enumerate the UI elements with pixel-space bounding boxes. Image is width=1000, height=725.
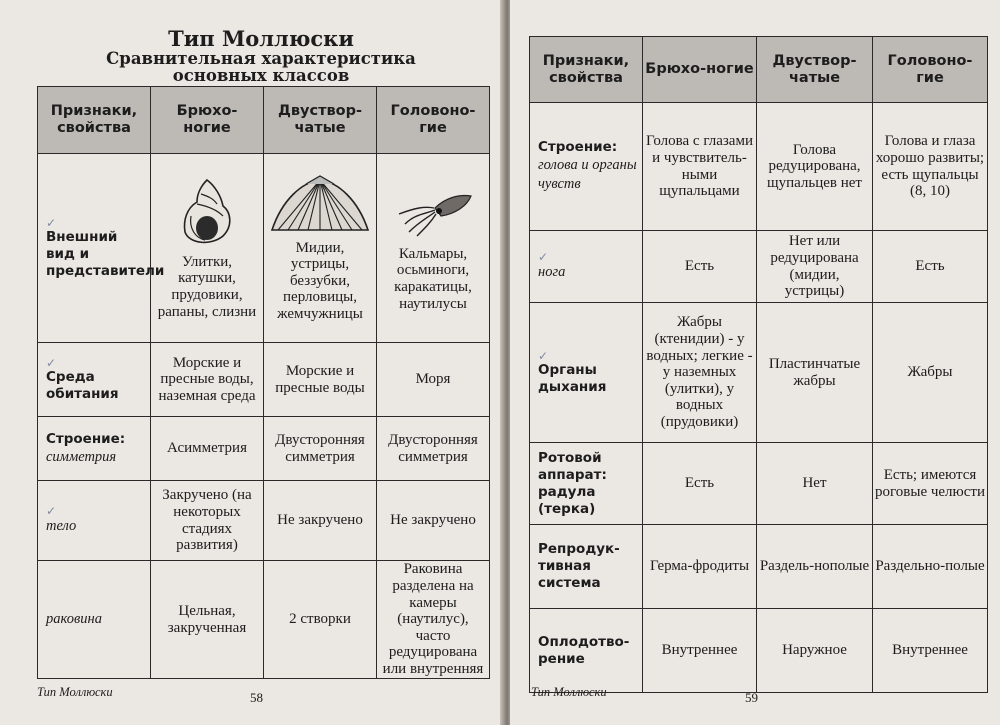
row-label: ✓ Внешний вид и представители: [38, 154, 151, 343]
check-mark-icon: ✓: [538, 250, 549, 264]
table-cell: Цельная, закрученная: [151, 561, 264, 679]
table-cell: Раздель-нополые: [757, 525, 873, 609]
table-cell: 2 створки: [264, 561, 377, 679]
header-cell: Двуствор-чатые: [264, 87, 377, 154]
table-row: [530, 525, 988, 609]
header-cell: Признаки, свойства: [530, 37, 643, 103]
squid-icon: [391, 184, 475, 240]
table-row: [38, 481, 490, 561]
header-cell: Головоно-гие: [377, 87, 490, 154]
bivalve-shell-icon: [268, 174, 372, 234]
row-label: ✓ Органы дыхания: [530, 303, 643, 443]
table-cell: Голова и глаза хорошо развиты; есть щупальцы (8, 10): [873, 103, 988, 231]
table-row: [38, 561, 490, 679]
row-label: ✓ Среда обитания: [38, 343, 151, 417]
title-block: [30, 28, 492, 84]
table-cell: Жабры: [873, 303, 988, 443]
table-row: [530, 103, 988, 231]
row-label: Ротовой аппарат: радула (терка): [530, 443, 643, 525]
table-cell: Внутреннее: [643, 609, 757, 693]
table-cell: Есть: [643, 443, 757, 525]
table-cell: Раздельно-полые: [873, 525, 988, 609]
table-cell: Двусторонняя симметрия: [264, 417, 377, 481]
table-cell: Нет: [757, 443, 873, 525]
table-cell: Наружное: [757, 609, 873, 693]
table-cell: Морские и пресные воды, наземная среда: [151, 343, 264, 417]
table-row: [38, 343, 490, 417]
table-cell: Двусторонняя симметрия: [377, 417, 490, 481]
table-cell: Герма-фродиты: [643, 525, 757, 609]
page-number: 59: [745, 690, 758, 705]
table-header-row: [38, 87, 490, 154]
table-cell: Раковина разделена на камеры (наутилус), часто редуцирована или внутренняя: [377, 561, 490, 679]
row-label: Строение: симметрия: [38, 417, 151, 481]
right-table: [529, 36, 988, 693]
table-row: [38, 154, 490, 343]
snail-shell-icon: [177, 176, 237, 248]
header-cell: Признаки, свойства: [38, 87, 151, 154]
table-cell: Голова редуцирована, щупальцев нет: [757, 103, 873, 231]
check-mark-icon: ✓: [46, 215, 57, 230]
table-cell: Улитки, катушки, прудовики, рапаны, слизни: [151, 154, 264, 343]
table-cell: Внутреннее: [873, 609, 988, 693]
table-cell: Закручено (на некоторых стадиях развития): [151, 481, 264, 561]
table-cell: Асимметрия: [151, 417, 264, 481]
page-number: 58: [250, 690, 263, 705]
page-subtitle-1: Сравнительная характеристика: [106, 49, 416, 68]
check-mark-icon: ✓: [538, 348, 549, 363]
table-cell: Голова с глазами и чувствитель-ными щупальцами: [643, 103, 757, 231]
table-cell: Есть: [873, 231, 988, 303]
table-cell: Моря: [377, 343, 490, 417]
table-cell: Нет или редуцирована (мидии, устрицы): [757, 231, 873, 303]
table-row: [38, 417, 490, 481]
running-footer: Тип Моллюски: [37, 685, 113, 699]
table-row: [530, 443, 988, 525]
row-label: раковина: [38, 561, 151, 679]
running-footer: Тип Моллюски: [531, 685, 607, 699]
table-cell: Не закручено: [264, 481, 377, 561]
check-mark-icon: ✓: [46, 504, 57, 518]
page-subtitle-2: основных классов: [172, 66, 350, 85]
header-cell: Головоно-гие: [873, 37, 988, 103]
row-label: Оплодотво-рение: [530, 609, 643, 693]
row-label: Репродук-тивная система: [530, 525, 643, 609]
table-cell: Жабры (ктенидии) - у водных; легкие - у наземных (улитки), у водных (прудовики): [643, 303, 757, 443]
table-cell: Морские и пресные воды: [264, 343, 377, 417]
table-cell: Есть: [643, 231, 757, 303]
check-mark-icon: ✓: [46, 355, 57, 370]
table-cell: Мидии, устрицы, беззубки, перловицы, жемчужницы: [264, 154, 377, 343]
row-label: ✓ тело: [38, 481, 151, 561]
header-cell: Брюхо-ногие: [643, 37, 757, 103]
header-cell: Двуствор-чатые: [757, 37, 873, 103]
header-cell: Брюхо-ногие: [151, 87, 264, 154]
table-cell: Пластинчатые жабры: [757, 303, 873, 443]
row-label: ✓ нога: [530, 231, 643, 303]
table-cell: Кальмары, осьминоги, каракатицы, наутилусы: [377, 154, 490, 343]
table-cell: Есть; имеются роговые челюсти: [873, 443, 988, 525]
table-row: [530, 303, 988, 443]
row-label: Строение: голова и органы чувств: [530, 103, 643, 231]
left-table: [37, 86, 490, 679]
right-page: [510, 0, 1000, 725]
table-cell: Не закручено: [377, 481, 490, 561]
table-header-row: [530, 37, 988, 103]
table-row: [530, 609, 988, 693]
table-row: [530, 231, 988, 303]
page-title: Тип Моллюски: [168, 26, 354, 51]
